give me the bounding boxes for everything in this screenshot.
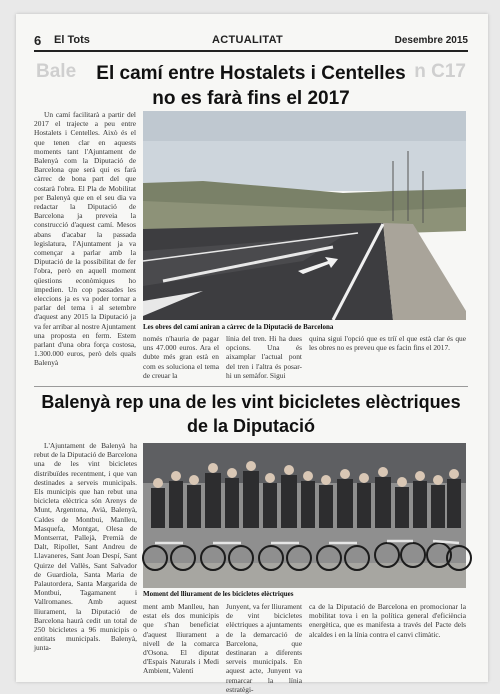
article1-column3-text: línia del tren. Hi ha dues opcions. Una és aixamplar l'actual pont del tren i l'altra és posar-hi un semàfor. Sigui — [226, 334, 302, 380]
article2-column3 — [226, 602, 302, 694]
bikes-photo — [143, 443, 466, 588]
publication-name: El Tots — [54, 34, 90, 46]
newspaper-page — [16, 14, 488, 694]
article1-column4 — [309, 334, 466, 352]
header-rule — [34, 50, 468, 52]
article1-headline — [36, 61, 466, 111]
article1-column1-text: Un camí facilitarà a partir del 2017 el trajecte a peu entre Hostalets i Centelles. Això és el que tenen clar en aquests moments tant l'Ajuntament de Balenyà com la Diputació de Barcelona que serà qui es farà càrrec de bona part del que costarà l'obra. El Pla de Mobilitat per Balenyà que en el seu dia va redactar la Diputació de Barcelona ja preveia la construcció d'aquest camí. Mesos abans d'acabar la passada legislatura, l'Ajuntament ja va començar a parlar amb la Diputació de la possibilitat de fer l'obra, però en aquell moment qüestions econòmiques ho impedien. Un cop passades les eleccions ja es va poder tornar a parlar del tema i al setembre d'aquest any 2015 la Diputació ja va fer arribar al nostre Ajuntament una proposta en ferm. Estem parlant d'una obra força costosa, 1.300.000 euros, però dels quals Balenyà — [34, 110, 136, 368]
bikes-photo-caption: Moment del lliurament de les bicicletes elèctriques — [143, 590, 294, 598]
page-header — [34, 33, 468, 49]
bleed-through-right: n C17 — [414, 61, 466, 82]
article1-headline-line1: El camí entre Hostalets i Centelles — [96, 63, 406, 84]
article2-column2-text: ment amb Manlleu, han estat els dos municipis que s'han beneficiat d'aquest lliurament a nivell de la comarca d'Osona. El diputat d'Espais Naturals i Medi Ambient, Valentí — [143, 602, 219, 676]
bleed-through-left: Bale — [36, 61, 77, 82]
road-photo-caption: Les obres del camí aniran a càrrec de la Diputació de Barcelona — [143, 323, 334, 331]
article2-headline-line1: Balenyà rep una de les vint bicicletes elèctriques — [41, 392, 461, 412]
article1-column3 — [226, 334, 302, 380]
article2-column2 — [143, 602, 219, 676]
article1-column4-text: quina sigui l'opció que es triï el que està clar és que les obres no es preveu que es facin fins el 2017. — [309, 334, 466, 353]
article2-column4-text: ca de la Diputació de Barcelona en promocionar la mobilitat tova i en la política general d'eficiència energètica, que es manifesta a través del Pacte dels alcaldes i en la línia contra el canvi climàtic. — [309, 602, 466, 639]
section-name: ACTUALITAT — [212, 34, 284, 46]
road-photo — [143, 111, 466, 320]
issue-date: Desembre 2015 — [394, 35, 468, 46]
article1-column2 — [143, 334, 219, 380]
article2-headline-line2: de la Diputació — [186, 416, 316, 436]
page-number: 6 — [34, 33, 42, 48]
article-separator — [34, 386, 468, 387]
article2-column3-text: Junyent, va fer lliurament de vint bicicletes elèctriques a ajuntaments de la demarcació de Barcelona, que destinaran a diferents serveis municipals. En aquest acte, Junyent va remarcar la línia estratègi- — [226, 602, 302, 694]
article1-column2-text: només n'hauria de pagar uns 47.000 euros. Ara el dubte més gran està en com es soluciona el tema de creuar la — [143, 334, 219, 380]
article1-column1 — [34, 110, 136, 386]
article2-headline — [36, 390, 466, 438]
article2-column1 — [34, 441, 137, 681]
article2-column4 — [309, 602, 466, 639]
article1-headline-line2: no es farà fins el 2017 — [152, 88, 350, 109]
article2-column1-text: L'Ajuntament de Balenyà ha rebut de la Diputació de Barcelona una de les vint bicicletes distribuïdes recentment, i que van destinades a serveis municipals. Els municipis que han rebut una bicicleta elèctrica són Arenys de Munt, Argentona, Avià, Balenyà, Caldes de Montbui, Manlleu, Masquefa, Montgat, Olesa de Montserrat, Pallejà, Premià de Dalt, Ripollet, Sant Andreu de Llavaneres, Sant Joan Despí, Sant Quirze del Vallès, Sant Salvador de Guardiola, Santa Maria de Palautordera, Santa Margarida de Montbui, Tagamanent i Vallromanes. Amb aquest lliurament, la Diputació de Barcelona haurà cedit un total de 250 bicicletes a 96 municipis o entitats municipals. Balenyà, junta- — [34, 441, 137, 653]
